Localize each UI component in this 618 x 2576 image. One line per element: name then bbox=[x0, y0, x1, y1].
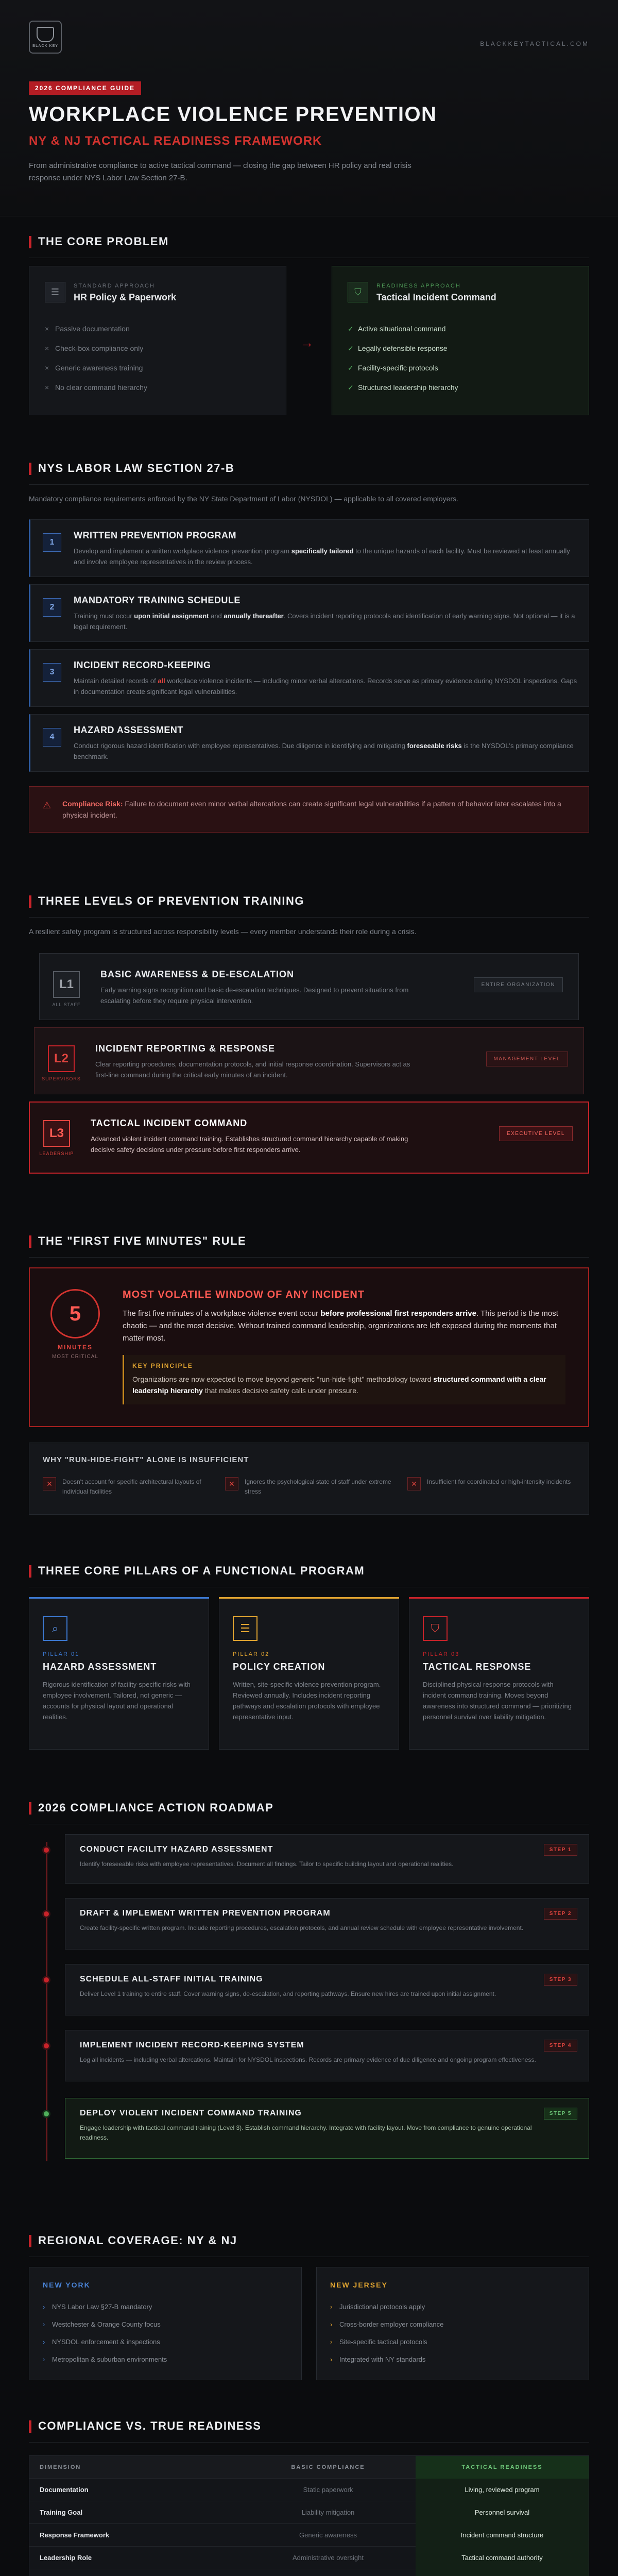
document-icon: ☰ bbox=[233, 1616, 258, 1641]
pillar-card bbox=[219, 1597, 399, 1750]
table-cell: Leadership Role bbox=[40, 2554, 92, 2562]
column-header: BASIC COMPLIANCE bbox=[291, 2464, 365, 2470]
item-desc: Develop and implement a written workplace violence prevention program specifically tailored to the unique hazards of each facility. Must be reviewed at least annually and involve employee representatives in the review process. bbox=[74, 547, 570, 566]
section-title: THE CORE PROBLEM bbox=[29, 235, 169, 248]
timeline-dot bbox=[42, 1846, 50, 1854]
risk-text: Compliance Risk: Failure to document even minor verbal altercations can create significant legal vulnerabilities if a pattern of behavior later escalates into a physical incident. bbox=[62, 800, 561, 819]
level-audience: ALL STAFF bbox=[52, 1002, 81, 1007]
table-cell: Incident command structure bbox=[416, 2524, 589, 2547]
list-item: › Site-specific tactical protocols bbox=[330, 2333, 443, 2351]
region-card-ny bbox=[29, 2267, 302, 2380]
region-list bbox=[330, 2298, 443, 2368]
law-item bbox=[29, 584, 589, 642]
page-subtitle: NY & NJ TACTICAL READINESS FRAMEWORK bbox=[29, 134, 322, 148]
list-item: × Generic awareness training bbox=[45, 358, 147, 378]
step-tag: STEP 5 bbox=[544, 2108, 577, 2120]
key-principle-text: Organizations are now expected to move beyond generic "run-hide-fight" methodology toward structured command with a clear leadership hierarchy that makes decisive safety calls under pressure. bbox=[132, 1375, 546, 1395]
step-tag: STEP 1 bbox=[544, 1844, 577, 1856]
item-number: 4 bbox=[43, 728, 61, 747]
region-title: NEW JERSEY bbox=[330, 2281, 388, 2289]
shield-logo-icon bbox=[37, 27, 54, 42]
arrow-right-icon: → bbox=[300, 335, 314, 350]
section-title: NYS LABOR LAW SECTION 27-B bbox=[29, 462, 234, 475]
table-cell: Generic awareness bbox=[299, 2531, 357, 2539]
key-principle-title: KEY PRINCIPLE bbox=[132, 1362, 193, 1369]
timeline-dot bbox=[42, 1976, 50, 1984]
list-item: › NYS Labor Law §27-B mandatory bbox=[43, 2298, 167, 2316]
close-icon: ✕ bbox=[225, 1477, 238, 1490]
list-item: › Jurisdictional protocols apply bbox=[330, 2298, 443, 2316]
item-title: INCIDENT RECORD-KEEPING bbox=[74, 660, 211, 670]
level-code: L2 bbox=[48, 1045, 75, 1072]
section-title: 2026 COMPLIANCE ACTION ROADMAP bbox=[29, 1801, 273, 1815]
table-cell: Training Goal bbox=[40, 2509, 83, 2516]
table-cell: Documentation bbox=[40, 2486, 89, 2494]
close-icon: ✕ bbox=[43, 1477, 56, 1490]
level-desc: Clear reporting procedures, documentation protocols, and initial response coordination. Supervisors act as first-line command during the critical early minutes of an incident. bbox=[95, 1060, 410, 1079]
item-desc: Maintain detailed records of all workplace violence incidents — including minor verbal altercations. Records serve as primary evidence during NYSDOL inspections. Gaps in documentation create significant legal vulnerabilities. bbox=[74, 677, 577, 696]
section-intro: Mandatory compliance requirements enforced by the NY State Department of Labor (NYSDOL) — applicable to all covered employers. bbox=[29, 495, 458, 503]
table-cell: Tactical command authority bbox=[416, 2547, 589, 2569]
step-title: IMPLEMENT INCIDENT RECORD-KEEPING SYSTEM bbox=[80, 2041, 304, 2049]
level-code: L3 bbox=[43, 1120, 70, 1147]
list-item: × Passive documentation bbox=[45, 319, 147, 338]
why-item-text: Doesn't account for specific architectural layouts of individual facilities bbox=[62, 1478, 201, 1495]
card-title: HR Policy & Paperwork bbox=[74, 292, 177, 302]
levels-section bbox=[0, 866, 618, 1195]
item-title: WRITTEN PREVENTION PROGRAM bbox=[74, 530, 237, 540]
timeline-dot bbox=[42, 1910, 50, 1918]
step-desc: Deliver Level 1 training to entire staff. Cover warning signs, de-escalation, and reporting pathways. Ensure new hires are trained upon initial assignment. bbox=[80, 1990, 496, 1997]
step-desc: Create facility-specific written program. Include reporting procedures, escalation protocols, and annual review schedule with employee representative involvement. bbox=[80, 1924, 524, 1931]
column-header: DIMENSION bbox=[40, 2464, 81, 2470]
step-title: CONDUCT FACILITY HAZARD ASSESSMENT bbox=[80, 1845, 273, 1854]
law-section bbox=[0, 443, 618, 866]
table-row bbox=[29, 2501, 589, 2524]
core-problem-section bbox=[0, 216, 618, 422]
logo-text: BLACK KEY bbox=[32, 44, 58, 48]
level-desc: Advanced violent incident command training. Establishes structured command hierarchy capable of making decisive safety decisions under pressure before first responders arrive. bbox=[91, 1135, 408, 1154]
list-item: › Westchester & Orange County focus bbox=[43, 2316, 167, 2333]
law-item bbox=[29, 519, 589, 577]
close-icon: ✕ bbox=[407, 1477, 421, 1490]
roadmap-section bbox=[0, 1772, 618, 2215]
level-name: BASIC AWARENESS & DE-ESCALATION bbox=[100, 969, 295, 979]
shield-icon: ⛉ bbox=[423, 1616, 448, 1641]
compliance-risk-callout bbox=[29, 786, 589, 833]
table-row bbox=[29, 2479, 589, 2501]
callout-desc: The first five minutes of a workplace violence event occur before professional first responders arrive. This period is the most chaotic — and the most decisive. Without trained command leadership, organizations are left exposed during the moments that matter most. bbox=[123, 1309, 558, 1343]
table-cell bbox=[246, 2569, 410, 2576]
step-desc: Log all incidents — including verbal altercations. Maintain for NYSDOL inspections. Records are primary evidence of due diligence and ongoing program effectiveness. bbox=[80, 2056, 536, 2063]
level-card-l3 bbox=[29, 1101, 589, 1174]
timeline-dot bbox=[42, 2042, 50, 2050]
roadmap-step bbox=[65, 1834, 589, 1884]
item-title: MANDATORY TRAINING SCHEDULE bbox=[74, 595, 241, 605]
pillar-name: POLICY CREATION bbox=[233, 1662, 325, 1672]
comparison-table bbox=[29, 2455, 589, 2576]
level-audience: SUPERVISORS bbox=[42, 1076, 81, 1081]
section-title: REGIONAL COVERAGE: NY & NJ bbox=[29, 2234, 237, 2247]
section-title: COMPLIANCE VS. TRUE READINESS bbox=[29, 2419, 261, 2433]
pillar-desc: Written, site-specific violence prevention program. Reviewed annually. Includes incident reporting pathways and escalation protocols with employee representative input. bbox=[233, 1681, 381, 1721]
table-cell: Administrative oversight bbox=[293, 2554, 364, 2562]
timer-icon: 5 bbox=[50, 1289, 100, 1338]
roadmap-step bbox=[65, 2030, 589, 2081]
timer-sublabel: MOST CRITICAL bbox=[52, 1354, 99, 1360]
document-icon: ☰ bbox=[45, 282, 65, 302]
region-card-nj bbox=[316, 2267, 589, 2380]
pillar-name: HAZARD ASSESSMENT bbox=[43, 1662, 157, 1672]
table-cell: Static paperwork bbox=[303, 2486, 353, 2494]
region-list bbox=[43, 2298, 167, 2368]
level-tag: EXECUTIVE LEVEL bbox=[499, 1126, 573, 1141]
readiness-approach-card bbox=[332, 266, 589, 415]
table-row bbox=[29, 2524, 589, 2547]
level-audience: LEADERSHIP bbox=[39, 1151, 74, 1156]
roadmap-step bbox=[65, 1964, 589, 2015]
roadmap-step-final bbox=[65, 2098, 589, 2159]
section-intro: A resilient safety program is structured across responsibility levels — every member understands their role during a crisis. bbox=[29, 927, 417, 936]
item-title: HAZARD ASSESSMENT bbox=[74, 725, 183, 735]
table-cell bbox=[40, 2569, 235, 2576]
pillar-desc: Rigorous identification of facility-specific risks with employee involvement. Tailored, not generic — accounts for physical layout and operational realities. bbox=[43, 1681, 191, 1721]
pillars-section bbox=[0, 1546, 618, 1762]
step-tag: STEP 4 bbox=[544, 2040, 577, 2052]
section-title: THE "FIRST FIVE MINUTES" RULE bbox=[29, 1234, 246, 1248]
why-title: WHY "RUN-HIDE-FIGHT" ALONE IS INSUFFICIENT bbox=[43, 1455, 249, 1464]
hero-header bbox=[0, 0, 618, 216]
table-cell: Living, reviewed program bbox=[416, 2479, 589, 2501]
five-minutes-section bbox=[0, 1216, 618, 1535]
step-tag: STEP 3 bbox=[544, 1974, 577, 1986]
law-item bbox=[29, 649, 589, 707]
list-item: ✓ Structured leadership hierarchy bbox=[348, 378, 458, 397]
level-tag: ENTIRE ORGANIZATION bbox=[474, 977, 563, 992]
table-row bbox=[29, 2547, 589, 2569]
page-description: From administrative compliance to active tactical command — closing the gap between HR policy and real crisis response under NYS Labor Law Section 27-B. bbox=[29, 161, 411, 182]
callout-headline: MOST VOLATILE WINDOW OF ANY INCIDENT bbox=[123, 1289, 365, 1300]
regional-section bbox=[0, 2215, 618, 2391]
table-cell bbox=[416, 2569, 589, 2576]
region-title: NEW YORK bbox=[43, 2281, 91, 2289]
level-code: L1 bbox=[53, 971, 80, 998]
pillar-number: PILLAR 03 bbox=[423, 1651, 460, 1657]
level-card-l2 bbox=[34, 1027, 584, 1094]
page-title: WORKPLACE VIOLENCE PREVENTION bbox=[29, 103, 437, 126]
item-desc: Conduct rigorous hazard identification with employee representatives. Due diligence in identifying and mitigating foreseeable risks is the NYSDOL's primary compliance benchmark. bbox=[74, 742, 574, 760]
standard-list bbox=[45, 319, 147, 397]
step-desc: Identify foreseeable risks with employee representatives. Document all findings. Tailor to specific building layout and operational realities. bbox=[80, 1860, 454, 1868]
why-insufficient-box bbox=[29, 1443, 589, 1515]
pillar-name: TACTICAL RESPONSE bbox=[423, 1662, 531, 1672]
logo[interactable] bbox=[29, 21, 62, 54]
list-item: × Check-box compliance only bbox=[45, 338, 147, 358]
comparison-section bbox=[0, 2401, 618, 2576]
card-kicker: STANDARD APPROACH bbox=[74, 283, 155, 289]
pillar-desc: Disciplined physical response protocols with incident command training. Moves beyond awareness into structured command — prioritizing personnel survival over liability mitigation. bbox=[423, 1681, 572, 1721]
level-name: TACTICAL INCIDENT COMMAND bbox=[91, 1118, 248, 1128]
timer-label: MINUTES bbox=[58, 1344, 93, 1351]
list-item: › Cross-border employer compliance bbox=[330, 2316, 443, 2333]
level-name: INCIDENT REPORTING & RESPONSE bbox=[95, 1043, 276, 1054]
pillar-number: PILLAR 02 bbox=[233, 1651, 270, 1657]
list-item: ✓ Active situational command bbox=[348, 319, 458, 338]
pillar-card bbox=[29, 1597, 209, 1750]
step-title: DRAFT & IMPLEMENT WRITTEN PREVENTION PROGRAM bbox=[80, 1909, 331, 1918]
card-kicker: READINESS APPROACH bbox=[376, 283, 461, 289]
level-desc: Early warning signs recognition and basic de-escalation techniques. Designed to prevent situations from escalating before they require physical intervention. bbox=[100, 986, 409, 1005]
table-header bbox=[29, 2456, 589, 2479]
card-title: Tactical Incident Command bbox=[376, 292, 496, 302]
why-item-text: Insufficient for coordinated or high-intensity incidents bbox=[427, 1478, 571, 1485]
shield-icon: ⛉ bbox=[348, 282, 368, 302]
search-icon: ⌕ bbox=[43, 1616, 67, 1641]
item-number: 2 bbox=[43, 598, 61, 617]
section-title: THREE LEVELS OF PREVENTION TRAINING bbox=[29, 894, 304, 908]
list-item: › NYSDOL enforcement & inspections bbox=[43, 2333, 167, 2351]
law-item bbox=[29, 714, 589, 772]
list-item: ✓ Facility-specific protocols bbox=[348, 358, 458, 378]
table-cell: Response Framework bbox=[40, 2531, 110, 2539]
level-tag: MANAGEMENT LEVEL bbox=[486, 1052, 568, 1066]
readiness-list bbox=[348, 319, 458, 397]
table-cell: Liability mitigation bbox=[301, 2509, 355, 2516]
item-number: 1 bbox=[43, 533, 61, 552]
why-item-text: Ignores the psychological state of staff under extreme stress bbox=[245, 1478, 391, 1495]
item-number: 3 bbox=[43, 663, 61, 682]
list-item: › Integrated with NY standards bbox=[330, 2351, 443, 2368]
pillar-number: PILLAR 01 bbox=[43, 1651, 80, 1657]
pillar-card bbox=[409, 1597, 589, 1750]
step-desc: Engage leadership with tactical command training (Level 3). Establish command hierarchy. Integrate with facility layout. Move from compliance to genuine operational readiness. bbox=[80, 2124, 532, 2141]
level-card-l1 bbox=[39, 953, 579, 1020]
table-row bbox=[29, 2569, 589, 2576]
column-header: TACTICAL READINESS bbox=[416, 2456, 589, 2479]
section-title: THREE CORE PILLARS OF A FUNCTIONAL PROGRAM bbox=[29, 1564, 365, 1578]
item-desc: Training must occur upon initial assignment and annually thereafter. Covers incident reporting protocols and identification of early warning signs. Not optional — it is a legal requirement. bbox=[74, 612, 575, 631]
warning-icon: ⚠ bbox=[43, 800, 52, 810]
guide-badge: 2026 COMPLIANCE GUIDE bbox=[29, 81, 141, 95]
list-item: ✓ Legally defensible response bbox=[348, 338, 458, 358]
list-item: × No clear command hierarchy bbox=[45, 378, 147, 397]
five-minutes-callout bbox=[29, 1267, 589, 1427]
roadmap-step bbox=[65, 1898, 589, 1950]
site-url[interactable]: BLACKKEYTACTICAL.COM bbox=[480, 40, 589, 47]
standard-approach-card bbox=[29, 266, 286, 415]
step-title: SCHEDULE ALL-STAFF INITIAL TRAINING bbox=[80, 1975, 263, 1984]
timeline-dot bbox=[42, 2110, 50, 2118]
key-principle bbox=[123, 1355, 565, 1404]
step-title: DEPLOY VIOLENT INCIDENT COMMAND TRAINING bbox=[80, 2109, 302, 2117]
table-cell: Personnel survival bbox=[416, 2501, 589, 2524]
list-item: › Metropolitan & suburban environments bbox=[43, 2351, 167, 2368]
step-tag: STEP 2 bbox=[544, 1908, 577, 1920]
